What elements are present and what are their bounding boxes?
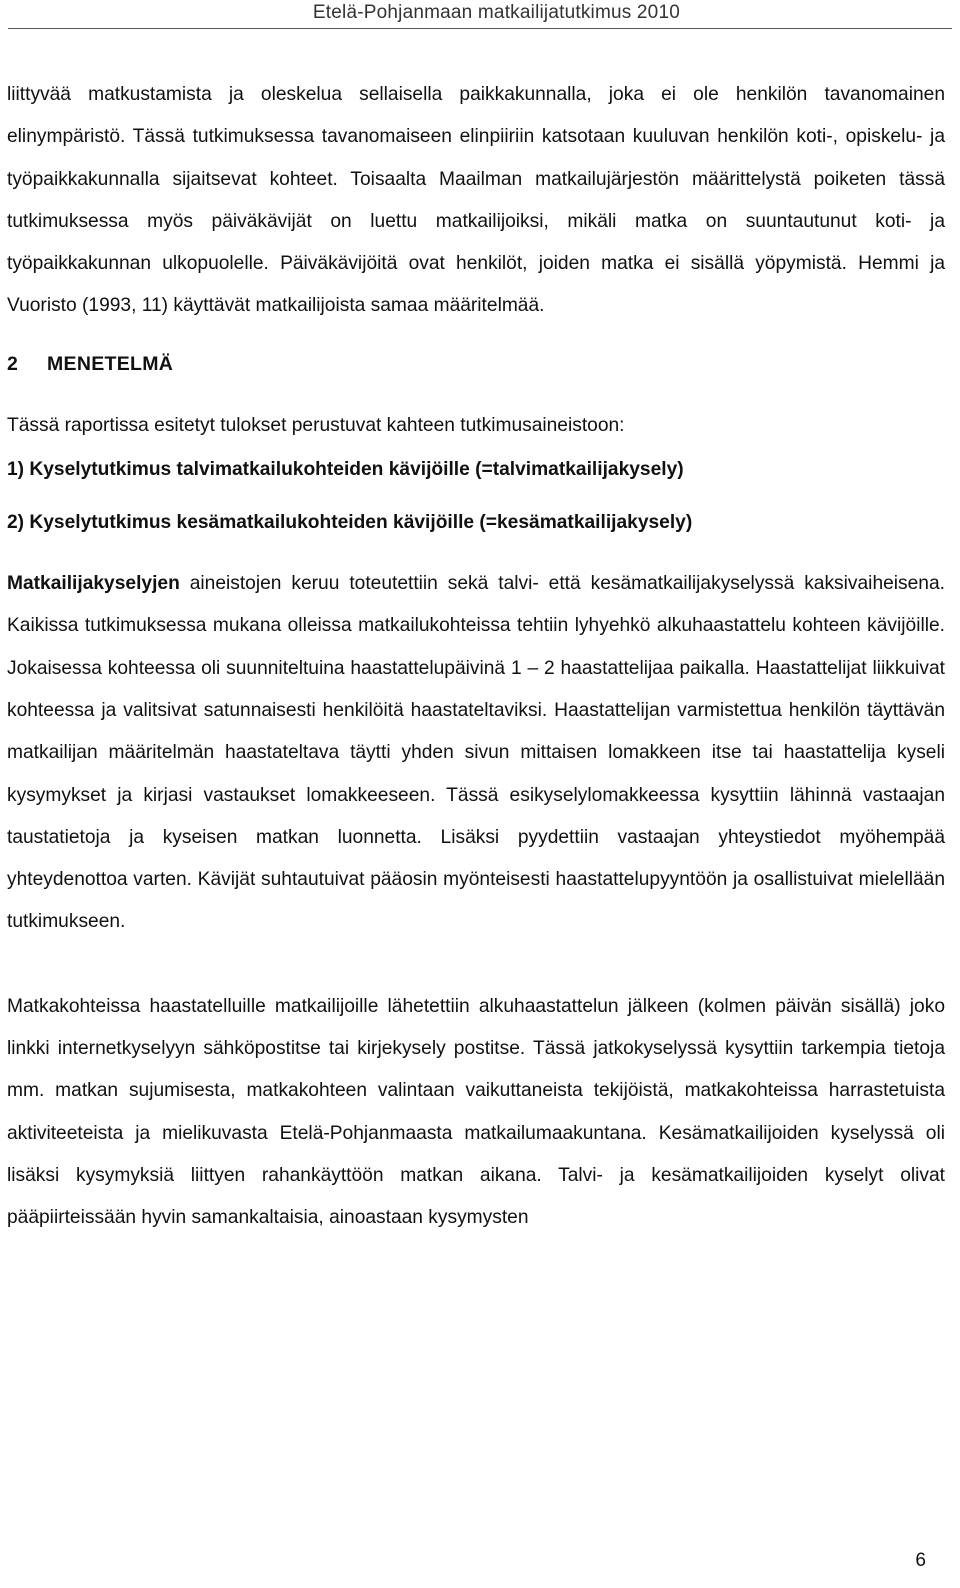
- page-number: 6: [915, 1550, 926, 1571]
- paragraph-intro: Tässä raportissa esitetyt tulokset perustuvat kahteen tutkimusaineistoon:: [7, 414, 625, 436]
- paragraph-definition: liittyvää matkustamista ja oleskelua sellaisella paikkakunnalla, joka ei ole henkilön tavanomainen elinympäristö. Tässä tutkimuksessa tavanomaiseen elinpiiriin katsotaan kuuluvan henkilön koti-, opiskelu- ja työpaikkakunnalla sijaitsevat kohteet. Toisaalta Maailman matkailujärjestön määrittelystä poiketen tässä tutkimuksessa myös päiväkävijät on luettu matkailijoiksi, mikäli matka on suuntautunut koti- ja työpaikkakunnan ulkopuolelle. Päiväkävijöitä ovat henkilöt, joiden matka ei sisällä yöpymistä. Hemmi ja Vuoristo (1993, 11) käyttävät matkailijoista samaa määritelmää.: [7, 84, 945, 317]
- running-header: Etelä-Pohjanmaan matkailijatutkimus 2010: [312, 2, 680, 23]
- paragraph-followup: Matkakohteissa haastatelluille matkailijoille lähetettiin alkuhaastattelun jälkeen (kolmen päivän sisällä) joko linkki internetkyselyyn sähköpostitse tai kirjekysely postitse. Tässä jatkokyselyssä kysyttiin tarkempia tietoja mm. matkan sujumisesta, matkakohteen valintaan vaikuttaneista tekijöistä, matkakohteissa harrastetuista aktiviteeteista ja mielikuvasta Etelä-Pohjanmaasta matkailumaakuntana. Kesämatkailijoiden kyselyssä oli lisäksi kysymyksiä liittyen rahankäyttöön matkan aikana. Talvi- ja kesämatkailijoiden kyselyt olivat pääpiirteissään hyvin samankaltaisia, ainoastaan kysymysten: [7, 995, 945, 1229]
- paragraph-method-text: aineistojen keruu toteutettiin sekä talvi- että kesämatkailijakyselyssä kaksivaiheisena. Kaikissa tutkimuksessa mukana olleissa matkailukohteissa tehtiin lyhyehkö alkuhaastattelu kohteen kävijöille. Jokaisessa kohteessa oli suunniteltuina haastattelupäivinä 1 – 2 haastattelijaa paikalla. Haastattelijat liikkuivat kohteessa ja valitsivat satunnaisesti henkilöitä haastateltaviksi. Haastattelijan varmistettua henkilön täyttävän matkailijan määritelmän haastateltava täytti yhden sivun mittaisen lomakkeen itse tai haastattelija kyseli kysymykset ja kirjasi vastaukset lomakkeeseen. Tässä esikyselylomakkeessa kysyttiin lähinnä vastaajan taustatietoja ja kyseisen matkan luonnetta. Lisäksi pyydettiin vastaajan yhteystiedot myöhempää yhteydenottoa varten. Kävijät suhtautuivat pääosin myönteisesti haastattelupyyntöön ja osallistuivat mielellään tutkimukseen.: [7, 573, 945, 933]
- paragraph-method: [7, 563, 945, 944]
- list-item: 2) Kyselytutkimus kesämatkailukohteiden kävijöille (=kesämatkailijakysely): [7, 512, 693, 534]
- section-number: 2: [7, 352, 19, 375]
- list-item: 1) Kyselytutkimus talvimatkailukohteiden kävijöille (=talvimatkailijakysely): [7, 459, 684, 481]
- dataset-list: [7, 457, 945, 536]
- header-divider: [8, 28, 952, 29]
- section-heading: [7, 343, 945, 385]
- document-body: [7, 74, 945, 1240]
- section-title: MENETELMÄ: [47, 352, 174, 375]
- paragraph-method-lead: Matkailijakyselyjen: [7, 573, 180, 595]
